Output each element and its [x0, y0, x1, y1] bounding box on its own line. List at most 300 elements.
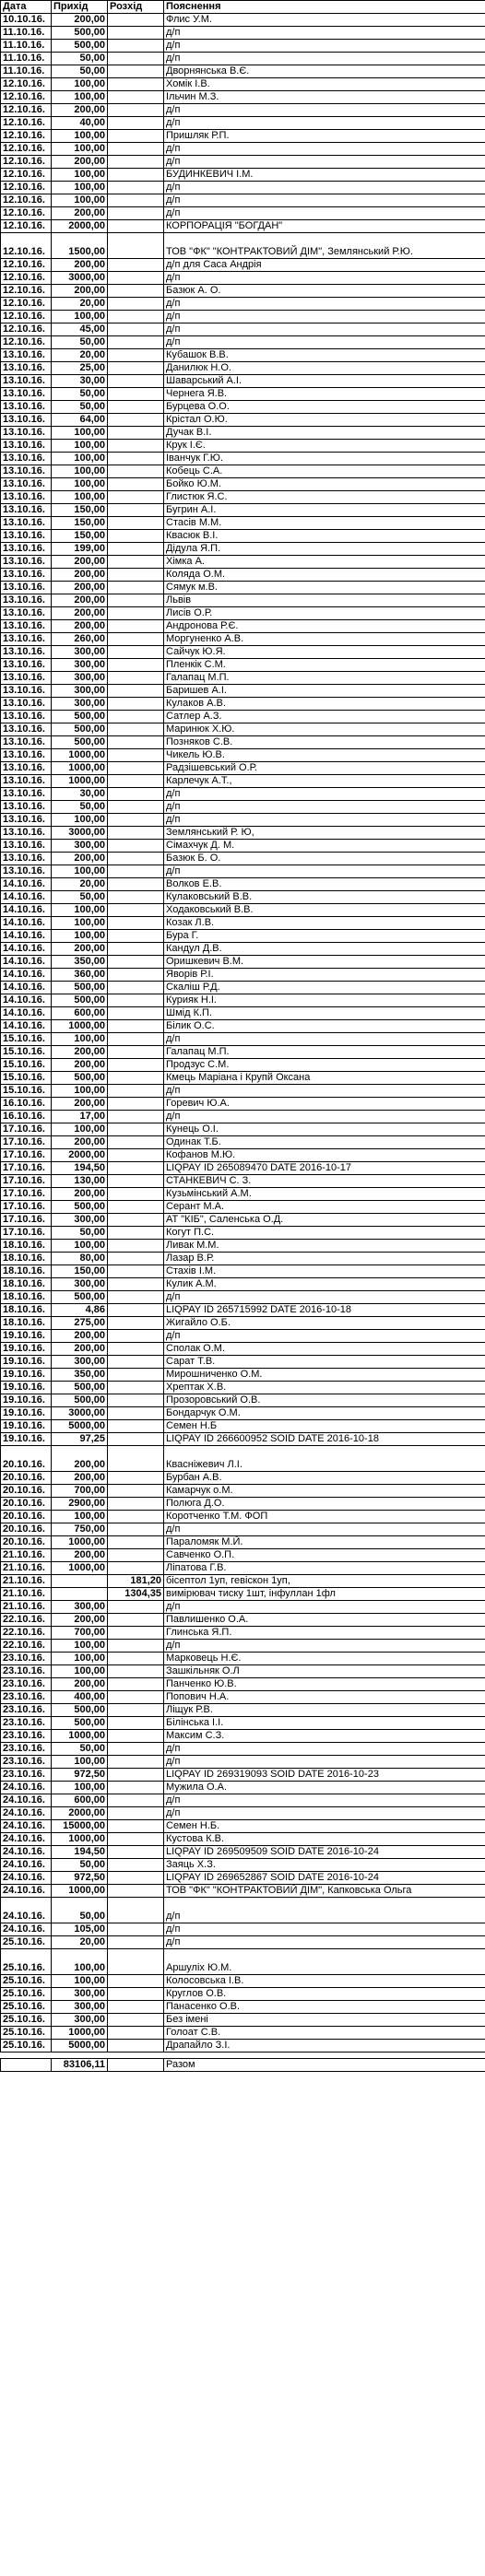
cell-income[interactable]: 300,00: [52, 2014, 108, 2027]
cell-explanation[interactable]: д/п: [164, 1291, 485, 1304]
cell-date[interactable]: 12.10.16.: [1, 91, 52, 104]
cell-explanation[interactable]: Максим С.З.: [164, 1730, 485, 1743]
cell-income[interactable]: 2900,00: [52, 1498, 108, 1511]
cell-expense[interactable]: [108, 1394, 164, 1407]
cell-expense[interactable]: [108, 388, 164, 401]
cell-explanation[interactable]: Баришев А.І.: [164, 685, 485, 698]
cell-income[interactable]: 130,00: [52, 1175, 108, 1188]
cell-expense[interactable]: [108, 2040, 164, 2053]
cell-income[interactable]: 300,00: [52, 698, 108, 711]
cell-income[interactable]: 1000,00: [52, 1536, 108, 1549]
cell-date[interactable]: 21.10.16.: [1, 1601, 52, 1614]
cell-expense[interactable]: [108, 1304, 164, 1317]
cell-date[interactable]: 14.10.16.: [1, 930, 52, 943]
cell-income[interactable]: 100,00: [52, 1653, 108, 1665]
cell-expense[interactable]: [108, 207, 164, 220]
cell-explanation[interactable]: Хомік І.В.: [164, 78, 485, 91]
cell-date[interactable]: 23.10.16.: [1, 1743, 52, 1756]
cell-expense[interactable]: [108, 1059, 164, 1072]
cell-date[interactable]: 13.10.16.: [1, 478, 52, 491]
cell-explanation[interactable]: Флис У.М.: [164, 14, 485, 27]
cell-explanation[interactable]: Продзус С.М.: [164, 1059, 485, 1072]
cell-explanation[interactable]: Кустова К.В.: [164, 1833, 485, 1846]
cell-explanation[interactable]: д/п: [164, 311, 485, 323]
cell-income[interactable]: 100,00: [52, 1640, 108, 1653]
cell-expense[interactable]: [108, 685, 164, 698]
cell-income[interactable]: 100,00: [52, 1033, 108, 1046]
cell-expense[interactable]: [108, 891, 164, 904]
cell-date[interactable]: 21.10.16.: [1, 1575, 52, 1588]
cell-explanation[interactable]: Без імені: [164, 2014, 485, 2027]
cell-date[interactable]: 20.10.16.: [1, 1446, 52, 1472]
cell-expense[interactable]: [108, 1433, 164, 1446]
cell-explanation[interactable]: д/п: [164, 323, 485, 336]
cell-expense[interactable]: [108, 1162, 164, 1175]
cell-date[interactable]: 13.10.16.: [1, 349, 52, 362]
cell-explanation[interactable]: д/п: [164, 801, 485, 814]
cell-explanation[interactable]: д/п: [164, 1523, 485, 1536]
cell-date[interactable]: 13.10.16.: [1, 736, 52, 749]
cell-income[interactable]: 500,00: [52, 982, 108, 994]
cell-date[interactable]: 13.10.16.: [1, 672, 52, 685]
cell-expense[interactable]: [108, 904, 164, 917]
cell-expense[interactable]: [108, 1562, 164, 1575]
cell-income[interactable]: 64,00: [52, 414, 108, 427]
cell-explanation[interactable]: Глистюк Я.С.: [164, 491, 485, 504]
cell-expense[interactable]: [108, 1988, 164, 2001]
cell-date[interactable]: 14.10.16.: [1, 956, 52, 969]
cell-expense[interactable]: [108, 1769, 164, 1782]
cell-date[interactable]: 13.10.16.: [1, 491, 52, 504]
cell-date[interactable]: 18.10.16.: [1, 1253, 52, 1265]
cell-expense[interactable]: [108, 775, 164, 788]
cell-income[interactable]: 150,00: [52, 1265, 108, 1278]
cell-expense[interactable]: [108, 943, 164, 956]
cell-expense[interactable]: [108, 1923, 164, 1936]
header-income[interactable]: Прихід: [52, 1, 108, 14]
cell-expense[interactable]: [108, 298, 164, 311]
cell-explanation[interactable]: Глинська Я.П.: [164, 1627, 485, 1640]
cell-date[interactable]: 13.10.16.: [1, 388, 52, 401]
cell-date[interactable]: 13.10.16.: [1, 375, 52, 388]
cell-income[interactable]: 300,00: [52, 1988, 108, 2001]
cell-income[interactable]: 100,00: [52, 1511, 108, 1523]
header-date[interactable]: Дата: [1, 1, 52, 14]
cell-income[interactable]: 20,00: [52, 298, 108, 311]
cell-expense[interactable]: [108, 711, 164, 723]
cell-explanation[interactable]: Кандул Д.В.: [164, 943, 485, 956]
cell-date[interactable]: 13.10.16.: [1, 853, 52, 865]
cell-date[interactable]: 13.10.16.: [1, 633, 52, 646]
cell-date[interactable]: 13.10.16.: [1, 427, 52, 440]
cell-date[interactable]: 12.10.16.: [1, 169, 52, 182]
cell-date[interactable]: 13.10.16.: [1, 711, 52, 723]
cell-expense[interactable]: [108, 1949, 164, 1975]
cell-expense[interactable]: [108, 1756, 164, 1769]
cell-expense[interactable]: [108, 1614, 164, 1627]
cell-date[interactable]: 21.10.16.: [1, 1562, 52, 1575]
cell-income[interactable]: 300,00: [52, 840, 108, 853]
cell-explanation[interactable]: Сямук м.В.: [164, 582, 485, 594]
cell-expense[interactable]: [108, 1085, 164, 1098]
cell-date[interactable]: 15.10.16.: [1, 1085, 52, 1098]
cell-income[interactable]: 1000,00: [52, 1020, 108, 1033]
cell-expense[interactable]: [108, 65, 164, 78]
cell-explanation[interactable]: Зашкільняк О.Л: [164, 1665, 485, 1678]
cell-income[interactable]: 100,00: [52, 182, 108, 194]
cell-expense[interactable]: [108, 827, 164, 840]
cell-date[interactable]: 23.10.16.: [1, 1665, 52, 1678]
cell-income[interactable]: 1000,00: [52, 1885, 108, 1898]
cell-income[interactable]: 3000,00: [52, 1407, 108, 1420]
cell-expense[interactable]: [108, 1356, 164, 1369]
cell-expense[interactable]: [108, 582, 164, 594]
cell-income[interactable]: 100,00: [52, 1240, 108, 1253]
cell-date[interactable]: 21.10.16.: [1, 1588, 52, 1601]
cell-date[interactable]: 13.10.16.: [1, 465, 52, 478]
cell-date[interactable]: 14.10.16.: [1, 1020, 52, 1033]
cell-explanation[interactable]: Кубашок В.В.: [164, 349, 485, 362]
cell-date[interactable]: 13.10.16.: [1, 543, 52, 556]
cell-explanation[interactable]: д/п: [164, 1601, 485, 1614]
cell-income[interactable]: [52, 1588, 108, 1601]
cell-explanation[interactable]: Колосовська І.В.: [164, 1975, 485, 1988]
cell-income[interactable]: 2000,00: [52, 220, 108, 233]
cell-date[interactable]: 25.10.16.: [1, 1975, 52, 1988]
cell-explanation[interactable]: Кулаковський В.В.: [164, 891, 485, 904]
cell-expense[interactable]: 1304,35: [108, 1588, 164, 1601]
cell-income[interactable]: 100,00: [52, 440, 108, 453]
cell-income[interactable]: 500,00: [52, 736, 108, 749]
cell-expense[interactable]: [108, 1472, 164, 1485]
cell-explanation[interactable]: Бура Г.: [164, 930, 485, 943]
cell-expense[interactable]: [108, 1175, 164, 1188]
cell-income[interactable]: 100,00: [52, 814, 108, 827]
cell-explanation[interactable]: д/п: [164, 1085, 485, 1098]
cell-expense[interactable]: [108, 233, 164, 259]
cell-date[interactable]: 24.10.16.: [1, 1923, 52, 1936]
cell-date[interactable]: 23.10.16.: [1, 1730, 52, 1743]
cell-expense[interactable]: [108, 736, 164, 749]
cell-income[interactable]: 20,00: [52, 349, 108, 362]
cell-income[interactable]: 100,00: [52, 904, 108, 917]
cell-date[interactable]: 15.10.16.: [1, 1059, 52, 1072]
cell-expense[interactable]: [108, 285, 164, 298]
cell-income[interactable]: 1000,00: [52, 2027, 108, 2040]
cell-expense[interactable]: [108, 917, 164, 930]
cell-income[interactable]: 1000,00: [52, 775, 108, 788]
cell-expense[interactable]: [108, 1665, 164, 1678]
cell-explanation[interactable]: д/п: [164, 1033, 485, 1046]
cell-expense[interactable]: [108, 1098, 164, 1111]
cell-income[interactable]: 1000,00: [52, 1833, 108, 1846]
cell-date[interactable]: 23.10.16.: [1, 1691, 52, 1704]
cell-explanation[interactable]: Стасів М.М.: [164, 517, 485, 530]
cell-income[interactable]: 200,00: [52, 1614, 108, 1627]
cell-income[interactable]: 30,00: [52, 375, 108, 388]
cell-expense[interactable]: [108, 1640, 164, 1653]
cell-explanation[interactable]: Галапац М.П.: [164, 672, 485, 685]
cell-date[interactable]: 12.10.16.: [1, 130, 52, 143]
cell-date[interactable]: 15.10.16.: [1, 1046, 52, 1059]
cell-expense[interactable]: [108, 117, 164, 130]
cell-explanation[interactable]: Горевич Ю.А.: [164, 1098, 485, 1111]
cell-expense[interactable]: [108, 865, 164, 878]
cell-expense[interactable]: [108, 1898, 164, 1923]
cell-expense[interactable]: [108, 723, 164, 736]
cell-expense[interactable]: [108, 194, 164, 207]
cell-income[interactable]: 600,00: [52, 1007, 108, 1020]
cell-income[interactable]: 300,00: [52, 659, 108, 672]
cell-explanation[interactable]: Крук І.Є.: [164, 440, 485, 453]
cell-income[interactable]: 1000,00: [52, 762, 108, 775]
cell-income[interactable]: 5000,00: [52, 1420, 108, 1433]
cell-income[interactable]: 25,00: [52, 362, 108, 375]
cell-date[interactable]: 13.10.16.: [1, 865, 52, 878]
cell-income[interactable]: 200,00: [52, 1446, 108, 1472]
cell-income[interactable]: 199,00: [52, 543, 108, 556]
cell-explanation[interactable]: вимірювач тиску 1шт, інфуллан 1фл: [164, 1588, 485, 1601]
cell-date[interactable]: 17.10.16.: [1, 1123, 52, 1136]
cell-date[interactable]: 24.10.16.: [1, 1833, 52, 1846]
cell-expense[interactable]: [108, 1807, 164, 1820]
cell-explanation[interactable]: БУДИНКЕВИЧ І.М.: [164, 169, 485, 182]
cell-date[interactable]: 13.10.16.: [1, 646, 52, 659]
cell-date[interactable]: 20.10.16.: [1, 1485, 52, 1498]
cell-date[interactable]: 13.10.16.: [1, 569, 52, 582]
cell-expense[interactable]: [108, 814, 164, 827]
cell-explanation[interactable]: д/п: [164, 336, 485, 349]
cell-expense[interactable]: [108, 336, 164, 349]
cell-expense[interactable]: [108, 2014, 164, 2027]
cell-explanation[interactable]: д/п: [164, 788, 485, 801]
cell-date[interactable]: 18.10.16.: [1, 1278, 52, 1291]
cell-explanation[interactable]: д/п: [164, 117, 485, 130]
cell-explanation[interactable]: д/п для Саса Андрія: [164, 259, 485, 272]
cell-expense[interactable]: [108, 1498, 164, 1511]
cell-explanation[interactable]: Лазар В.Р.: [164, 1253, 485, 1265]
cell-expense[interactable]: [108, 1265, 164, 1278]
cell-income[interactable]: 200,00: [52, 569, 108, 582]
cell-income[interactable]: 50,00: [52, 53, 108, 65]
cell-date[interactable]: 12.10.16.: [1, 285, 52, 298]
cell-date[interactable]: 12.10.16.: [1, 182, 52, 194]
cell-income[interactable]: 105,00: [52, 1923, 108, 1936]
cell-date[interactable]: 23.10.16.: [1, 1704, 52, 1717]
cell-date[interactable]: 19.10.16.: [1, 1343, 52, 1356]
cell-expense[interactable]: [108, 414, 164, 427]
cell-date[interactable]: 13.10.16.: [1, 801, 52, 814]
cell-explanation[interactable]: д/п: [164, 104, 485, 117]
cell-income[interactable]: 50,00: [52, 1859, 108, 1872]
cell-income[interactable]: 972,50: [52, 1872, 108, 1885]
cell-income[interactable]: 100,00: [52, 1782, 108, 1794]
cell-explanation[interactable]: LIQPAY ID 265089470 DATE 2016-10-17: [164, 1162, 485, 1175]
cell-expense[interactable]: [108, 672, 164, 685]
cell-expense[interactable]: [108, 1678, 164, 1691]
cell-explanation[interactable]: Мирошниченко О.М.: [164, 1369, 485, 1382]
cell-explanation[interactable]: Білик О.С.: [164, 1020, 485, 1033]
cell-date[interactable]: 19.10.16.: [1, 1382, 52, 1394]
cell-date[interactable]: 25.10.16.: [1, 1988, 52, 2001]
cell-date[interactable]: 25.10.16.: [1, 1936, 52, 1949]
cell-explanation[interactable]: Павлишенко О.А.: [164, 1614, 485, 1627]
cell-explanation[interactable]: Стахів І.М.: [164, 1265, 485, 1278]
cell-date[interactable]: 25.10.16.: [1, 2027, 52, 2040]
cell-expense[interactable]: [108, 1549, 164, 1562]
cell-date[interactable]: 14.10.16.: [1, 943, 52, 956]
cell-expense[interactable]: [108, 91, 164, 104]
cell-date[interactable]: 13.10.16.: [1, 504, 52, 517]
cell-expense[interactable]: [108, 853, 164, 865]
cell-explanation[interactable]: Коляда О.М.: [164, 569, 485, 582]
cell-date[interactable]: 23.10.16.: [1, 1678, 52, 1691]
cell-date[interactable]: 18.10.16.: [1, 1304, 52, 1317]
cell-date[interactable]: 17.10.16.: [1, 1214, 52, 1227]
cell-explanation[interactable]: ТОВ "ФК" "КОНТРАКТОВИЙ ДІМ", Капковська Ольга: [164, 1885, 485, 1898]
cell-income[interactable]: 5000,00: [52, 2040, 108, 2053]
cell-expense[interactable]: [108, 646, 164, 659]
cell-date[interactable]: 21.10.16.: [1, 1549, 52, 1562]
cell-date[interactable]: 12.10.16.: [1, 194, 52, 207]
cell-expense[interactable]: [108, 259, 164, 272]
cell-income[interactable]: 260,00: [52, 633, 108, 646]
cell-expense[interactable]: [108, 1833, 164, 1846]
cell-expense[interactable]: [108, 1201, 164, 1214]
cell-date[interactable]: 25.10.16.: [1, 1949, 52, 1975]
cell-explanation[interactable]: бісептол 1уп, гевіскон 1уп,: [164, 1575, 485, 1588]
cell-date[interactable]: 12.10.16.: [1, 104, 52, 117]
cell-date[interactable]: 17.10.16.: [1, 1188, 52, 1201]
cell-income[interactable]: 300,00: [52, 1278, 108, 1291]
cell-expense[interactable]: [108, 1691, 164, 1704]
cell-expense[interactable]: [108, 1033, 164, 1046]
cell-date[interactable]: 23.10.16.: [1, 1717, 52, 1730]
cell-expense[interactable]: [108, 401, 164, 414]
cell-explanation[interactable]: Сполак О.М.: [164, 1343, 485, 1356]
cell-explanation[interactable]: Шаварський А.І.: [164, 375, 485, 388]
cell-explanation[interactable]: Панасенко О.В.: [164, 2001, 485, 2014]
cell-explanation[interactable]: Позняков С.В.: [164, 736, 485, 749]
cell-explanation[interactable]: Голоат С.В.: [164, 2027, 485, 2040]
cell-date[interactable]: 20.10.16.: [1, 1472, 52, 1485]
cell-expense[interactable]: [108, 1704, 164, 1717]
cell-date[interactable]: 12.10.16.: [1, 220, 52, 233]
cell-expense[interactable]: [108, 1020, 164, 1033]
cell-date[interactable]: 18.10.16.: [1, 1317, 52, 1330]
cell-income[interactable]: 100,00: [52, 1123, 108, 1136]
cell-expense[interactable]: [108, 1511, 164, 1523]
cell-expense[interactable]: [108, 969, 164, 982]
cell-explanation[interactable]: Прозоровський О.В.: [164, 1394, 485, 1407]
cell-income[interactable]: 500,00: [52, 1072, 108, 1085]
cell-date[interactable]: 12.10.16.: [1, 272, 52, 285]
cell-date[interactable]: 18.10.16.: [1, 1265, 52, 1278]
cell-income[interactable]: 100,00: [52, 465, 108, 478]
cell-income[interactable]: 100,00: [52, 194, 108, 207]
cell-income[interactable]: 200,00: [52, 156, 108, 169]
cell-date[interactable]: 14.10.16.: [1, 969, 52, 982]
cell-income[interactable]: 150,00: [52, 517, 108, 530]
cell-expense[interactable]: [108, 1072, 164, 1085]
cell-expense[interactable]: [108, 620, 164, 633]
cell-date[interactable]: 12.10.16.: [1, 336, 52, 349]
cell-expense[interactable]: [108, 78, 164, 91]
cell-date[interactable]: 24.10.16.: [1, 1898, 52, 1923]
cell-explanation[interactable]: д/п: [164, 143, 485, 156]
cell-income[interactable]: 100,00: [52, 478, 108, 491]
cell-expense[interactable]: [108, 491, 164, 504]
cell-income[interactable]: 200,00: [52, 556, 108, 569]
cell-date[interactable]: 13.10.16.: [1, 440, 52, 453]
cell-expense[interactable]: [108, 1536, 164, 1549]
cell-expense[interactable]: [108, 1149, 164, 1162]
cell-date[interactable]: 19.10.16.: [1, 1420, 52, 1433]
cell-income[interactable]: 200,00: [52, 620, 108, 633]
cell-income[interactable]: 500,00: [52, 27, 108, 40]
cell-explanation[interactable]: Радзішевський О.Р.: [164, 762, 485, 775]
cell-explanation[interactable]: Ліпатова Г.В.: [164, 1562, 485, 1575]
cell-expense[interactable]: [108, 762, 164, 775]
cell-date[interactable]: 19.10.16.: [1, 1394, 52, 1407]
cell-explanation[interactable]: Землянський Р. Ю,: [164, 827, 485, 840]
cell-explanation[interactable]: Білінська І.І.: [164, 1717, 485, 1730]
cell-date[interactable]: 24.10.16.: [1, 1859, 52, 1872]
cell-expense[interactable]: [108, 1872, 164, 1885]
cell-expense[interactable]: [108, 1446, 164, 1472]
cell-date[interactable]: 13.10.16.: [1, 698, 52, 711]
cell-income[interactable]: 972,50: [52, 1769, 108, 1782]
cell-expense[interactable]: [108, 504, 164, 517]
cell-income[interactable]: 500,00: [52, 1291, 108, 1304]
cell-income[interactable]: 500,00: [52, 1201, 108, 1214]
cell-expense[interactable]: [108, 1278, 164, 1291]
cell-explanation[interactable]: Андронова Р.Є.: [164, 620, 485, 633]
cell-expense[interactable]: [108, 1227, 164, 1240]
cell-income[interactable]: 500,00: [52, 723, 108, 736]
cell-date[interactable]: 12.10.16.: [1, 323, 52, 336]
cell-explanation[interactable]: Кулаков А.В.: [164, 698, 485, 711]
cell-income[interactable]: 200,00: [52, 1136, 108, 1149]
cell-explanation[interactable]: Панченко Ю.В.: [164, 1678, 485, 1691]
cell-expense[interactable]: [108, 143, 164, 156]
cell-explanation[interactable]: Сайчук Ю.Я.: [164, 646, 485, 659]
cell-explanation[interactable]: LIQPAY ID 265715992 DATE 2016-10-18: [164, 1304, 485, 1317]
cell-income[interactable]: 500,00: [52, 1717, 108, 1730]
cell-date[interactable]: 24.10.16.: [1, 1885, 52, 1898]
cell-income[interactable]: 200,00: [52, 104, 108, 117]
cell-date[interactable]: 12.10.16.: [1, 259, 52, 272]
cell-date[interactable]: 13.10.16.: [1, 607, 52, 620]
cell-date[interactable]: 11.10.16.: [1, 53, 52, 65]
cell-expense[interactable]: [108, 169, 164, 182]
cell-date[interactable]: 22.10.16.: [1, 1627, 52, 1640]
cell-income[interactable]: 50,00: [52, 336, 108, 349]
cell-income[interactable]: 500,00: [52, 994, 108, 1007]
cell-date[interactable]: 13.10.16.: [1, 556, 52, 569]
cell-income[interactable]: 1500,00: [52, 233, 108, 259]
cell-income[interactable]: 30,00: [52, 788, 108, 801]
cell-expense[interactable]: [108, 801, 164, 814]
cell-explanation[interactable]: Бурбан А.В.: [164, 1472, 485, 1485]
cell-income[interactable]: 300,00: [52, 1356, 108, 1369]
cell-explanation[interactable]: КОРПОРАЦІЯ "БОГДАН": [164, 220, 485, 233]
cell-expense[interactable]: [108, 1007, 164, 1020]
cell-income[interactable]: 200,00: [52, 1330, 108, 1343]
cell-explanation[interactable]: Козак Л.В.: [164, 917, 485, 930]
cell-expense[interactable]: [108, 1523, 164, 1536]
cell-explanation[interactable]: Марковець Н.Є.: [164, 1653, 485, 1665]
